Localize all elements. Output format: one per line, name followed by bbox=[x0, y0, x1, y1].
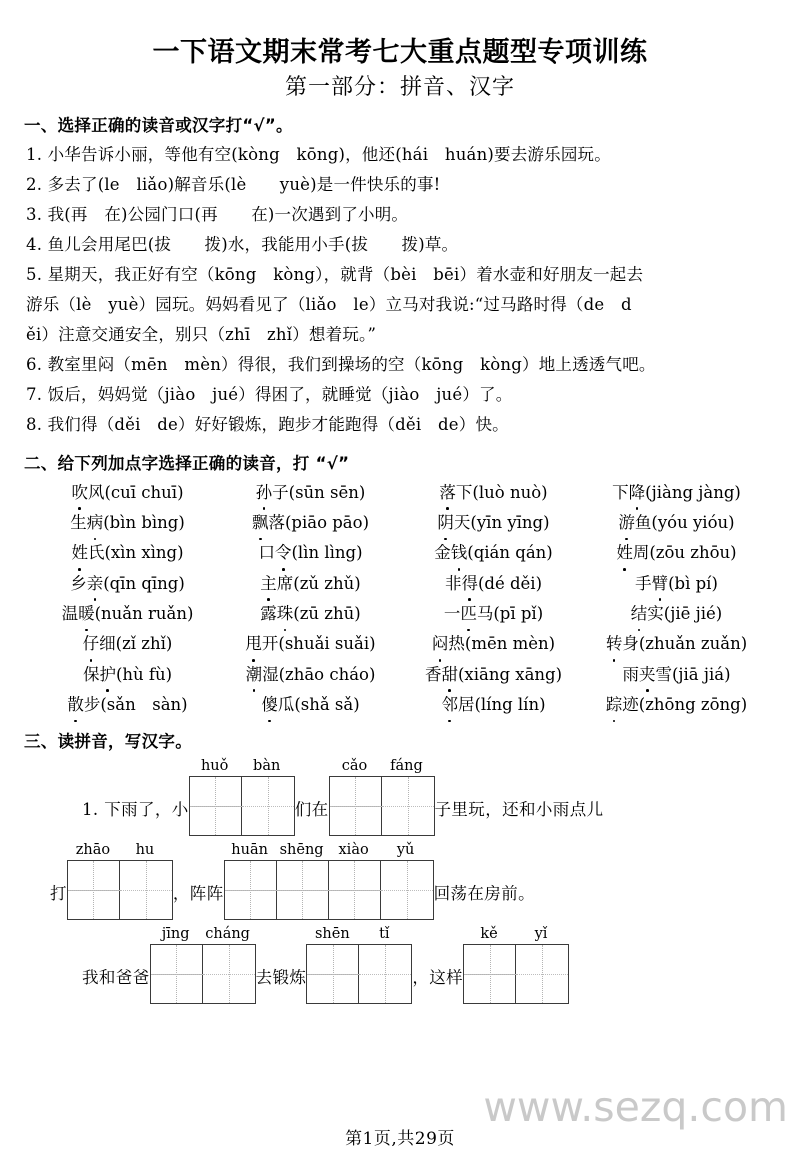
fill-in-line bbox=[22, 926, 778, 1004]
sentence-text: 1. 下雨了，小 bbox=[82, 800, 189, 820]
fill-in-line bbox=[22, 758, 778, 836]
word-character: 迹 bbox=[622, 695, 639, 715]
word-entry[interactable] bbox=[585, 508, 768, 537]
watermark: www.sezq.com bbox=[483, 1083, 788, 1131]
grid-pinyin-row bbox=[67, 842, 173, 858]
dotted-character: 令 bbox=[275, 538, 292, 567]
grid-pinyin: cháng bbox=[205, 926, 250, 943]
pinyin-choices: (xìn xìng) bbox=[104, 543, 184, 563]
pinyin-choices: (jiàng jàng) bbox=[645, 482, 741, 502]
dotted-character: 暖 bbox=[78, 599, 95, 628]
grid-cell[interactable] bbox=[151, 945, 203, 1003]
dotted-character: 匹 bbox=[460, 599, 477, 628]
word-character: 露 bbox=[260, 603, 277, 623]
word-entry[interactable] bbox=[585, 629, 768, 658]
pinyin-choices: (cuī chuī) bbox=[104, 482, 184, 502]
character-grid[interactable] bbox=[150, 926, 256, 1004]
dotted-character: 甩 bbox=[245, 629, 262, 658]
character-grid[interactable] bbox=[67, 842, 173, 920]
pinyin-choices: (jiā jiá) bbox=[671, 664, 731, 684]
grid-cell[interactable] bbox=[242, 777, 294, 835]
grid-cell[interactable] bbox=[68, 861, 120, 919]
question-line: 5. 星期天，我正好有空（kōng kòng），就背（bèi bēi）着水壶和好朋友一起去 bbox=[26, 265, 644, 285]
word-character: 生 bbox=[70, 512, 87, 532]
word-entry[interactable] bbox=[36, 508, 219, 537]
section-3-heading: 三、读拼音，写汉字。 bbox=[24, 732, 192, 752]
word-entry[interactable] bbox=[402, 690, 585, 719]
dotted-character: 邻 bbox=[441, 690, 458, 719]
page-subtitle: 第一部分：拼音、汉字 bbox=[284, 74, 515, 100]
section-2-word-grid bbox=[36, 478, 768, 720]
word-entry[interactable] bbox=[36, 599, 219, 628]
dotted-character: 降 bbox=[629, 478, 646, 507]
grid-cell[interactable] bbox=[120, 861, 172, 919]
dotted-character: 踪 bbox=[606, 690, 623, 719]
grid-pinyin-row bbox=[306, 926, 412, 942]
word-entry[interactable] bbox=[219, 629, 402, 658]
dotted-character: 落 bbox=[439, 478, 456, 507]
pinyin-choices: (qīn qīng) bbox=[103, 573, 185, 593]
sentence-text: 打 bbox=[50, 884, 67, 904]
dotted-character: 闷 bbox=[432, 629, 449, 658]
grid-pinyin: xiào bbox=[338, 842, 369, 859]
question-line: 2. 多去了(le liǎo)解音乐(lè yuè)是一件快乐的事! bbox=[26, 175, 441, 195]
question-line: 4. 鱼儿会用尾巴(拔 拨)水，我能用小手(拔 拨)草。 bbox=[26, 235, 459, 255]
pinyin-choices: (líng lín) bbox=[474, 695, 546, 715]
word-character: 实 bbox=[647, 603, 664, 623]
word-entry[interactable] bbox=[402, 569, 585, 598]
sentence-text: 子里玩，还和小雨点儿 bbox=[434, 800, 604, 820]
grid-boxes bbox=[463, 944, 569, 1004]
grid-pinyin: cǎo bbox=[341, 758, 368, 775]
pinyin-choices: (jiē jié) bbox=[663, 603, 723, 623]
word-character: 保 bbox=[82, 664, 100, 684]
grid-pinyin: shēn bbox=[314, 926, 350, 943]
word-character: 瓜 bbox=[277, 695, 295, 715]
dotted-character: 阴 bbox=[437, 508, 454, 537]
sentence-text: 们在 bbox=[294, 800, 329, 820]
word-character: 雨 bbox=[622, 664, 639, 684]
grid-cell[interactable] bbox=[307, 945, 359, 1003]
dotted-character: 姓 bbox=[616, 538, 633, 567]
grid-pinyin: huān bbox=[231, 842, 268, 859]
grid-pinyin: fáng bbox=[390, 758, 423, 775]
grid-boxes bbox=[306, 944, 412, 1004]
dotted-character: 仔 bbox=[83, 629, 100, 658]
sentence-text: ，阵阵 bbox=[172, 884, 224, 904]
pinyin-choices: (mēn mèn) bbox=[464, 634, 556, 654]
grid-pinyin: shēng bbox=[279, 842, 324, 859]
pinyin-choices: (zū zhū) bbox=[293, 603, 361, 623]
grid-cell[interactable] bbox=[203, 945, 255, 1003]
grid-cell[interactable] bbox=[382, 777, 434, 835]
grid-cell[interactable] bbox=[330, 777, 382, 835]
word-character: 居 bbox=[457, 695, 475, 715]
fill-in-line bbox=[22, 842, 778, 920]
pinyin-choices: (zǐ zhǐ) bbox=[115, 634, 173, 654]
word-entry[interactable] bbox=[402, 508, 585, 537]
pinyin-choices: (nuǎn ruǎn) bbox=[94, 603, 194, 623]
grid-pinyin: yǔ bbox=[396, 842, 415, 859]
word-character: 热 bbox=[448, 634, 465, 654]
pinyin-choices: (sūn sēn) bbox=[288, 482, 366, 502]
question-line: ěi）注意交通安全，别只（zhī zhǐ）想着玩。” bbox=[26, 325, 377, 345]
dotted-character: 臂 bbox=[652, 569, 669, 598]
dotted-character: 姓 bbox=[71, 538, 88, 567]
grid-cell[interactable] bbox=[359, 945, 411, 1003]
word-character: 落 bbox=[268, 512, 285, 532]
character-grid[interactable] bbox=[329, 758, 435, 836]
grid-cell[interactable] bbox=[381, 861, 433, 919]
pinyin-choices: (yīn yīng) bbox=[470, 512, 550, 532]
worksheet-page bbox=[0, 36, 800, 1167]
grid-pinyin-row bbox=[189, 758, 295, 774]
dotted-character: 潮 bbox=[246, 660, 263, 689]
word-character: 步 bbox=[83, 695, 101, 715]
character-grid[interactable] bbox=[224, 842, 434, 920]
word-character: 马 bbox=[476, 603, 494, 623]
word-entry[interactable] bbox=[36, 478, 219, 507]
word-character: 金 bbox=[434, 543, 451, 563]
dotted-character: 夹 bbox=[639, 660, 656, 689]
question-line: 6. 教室里闷（mēn mèn）得很，我们到操场的空（kōng kòng）地上透透气吧。 bbox=[26, 355, 656, 375]
pinyin-choices: (sǎn sàn) bbox=[100, 695, 188, 715]
grid-boxes bbox=[189, 776, 295, 836]
pinyin-choices: (piāo pāo) bbox=[284, 512, 370, 532]
word-character: 雪 bbox=[655, 664, 672, 684]
word-entry[interactable] bbox=[219, 660, 402, 689]
dotted-character: 结 bbox=[631, 599, 648, 628]
word-entry[interactable] bbox=[402, 660, 585, 689]
grid-pinyin: tǐ bbox=[379, 926, 390, 943]
pinyin-choices: (qián qán) bbox=[467, 543, 553, 563]
pinyin-choices: (dé děi) bbox=[477, 573, 543, 593]
word-character: 非 bbox=[444, 573, 462, 593]
pinyin-choices: (yóu yióu) bbox=[651, 512, 735, 532]
grid-pinyin: huǒ bbox=[200, 758, 229, 775]
sentence-text: ，这样 bbox=[412, 968, 464, 988]
character-grid[interactable] bbox=[189, 758, 295, 836]
pinyin-choices: (hù fù) bbox=[115, 664, 173, 684]
word-character: 下 bbox=[455, 482, 473, 502]
dotted-character: 傻 bbox=[261, 690, 278, 719]
word-character: 身 bbox=[622, 634, 639, 654]
word-entry[interactable] bbox=[36, 569, 219, 598]
question-line: 游乐（lè yuè）园玩。妈妈看见了（liǎo le）立马对我说:“过马路时得（de d bbox=[26, 295, 632, 315]
pinyin-choices: (shuǎi suǎi) bbox=[278, 634, 376, 654]
word-entry[interactable] bbox=[36, 538, 219, 567]
word-entry[interactable] bbox=[402, 538, 585, 567]
word-entry[interactable] bbox=[585, 478, 768, 507]
dotted-character: 孙 bbox=[256, 478, 273, 507]
dotted-character: 钱 bbox=[451, 538, 468, 567]
pinyin-choices: (luò nuò) bbox=[472, 482, 548, 502]
pinyin-choices: (xiāng xāng) bbox=[457, 664, 563, 684]
grid-pinyin-row bbox=[329, 758, 435, 774]
word-character: 手 bbox=[635, 573, 652, 593]
section-3-exercise bbox=[22, 758, 778, 1004]
word-entry[interactable] bbox=[219, 538, 402, 567]
sentence-text: 我和爸爸 bbox=[82, 968, 150, 988]
word-character: 一 bbox=[443, 603, 461, 623]
dotted-character: 亲 bbox=[87, 569, 104, 598]
grid-pinyin-row bbox=[224, 842, 434, 858]
dotted-character: 病 bbox=[87, 508, 104, 537]
grid-pinyin-row bbox=[463, 926, 569, 942]
question-line: 8. 我们得（děi de）好好锻炼，跑步才能跑得（děi de）快。 bbox=[26, 415, 509, 435]
word-character: 乡 bbox=[70, 573, 87, 593]
dotted-character: 游 bbox=[618, 508, 635, 537]
character-grid[interactable] bbox=[463, 926, 569, 1004]
grid-boxes bbox=[224, 860, 434, 920]
pinyin-choices: (bì pí) bbox=[668, 573, 718, 593]
dotted-character: 主 bbox=[260, 569, 277, 598]
word-character: 氏 bbox=[87, 543, 105, 563]
word-entry[interactable] bbox=[585, 690, 768, 719]
grid-pinyin: hu bbox=[135, 842, 155, 859]
word-character: 香 bbox=[424, 664, 442, 684]
word-entry[interactable] bbox=[219, 569, 402, 598]
grid-pinyin: zhāo bbox=[75, 842, 111, 859]
pinyin-choices: (bìn bìng) bbox=[103, 512, 185, 532]
dotted-character: 转 bbox=[606, 629, 623, 658]
pinyin-choices: (zhōng zōng) bbox=[638, 695, 748, 715]
grid-pinyin: kě bbox=[480, 926, 498, 943]
grid-cell[interactable] bbox=[464, 945, 516, 1003]
grid-boxes bbox=[329, 776, 435, 836]
grid-boxes bbox=[150, 944, 256, 1004]
dotted-character: 得 bbox=[461, 569, 478, 598]
word-character: 天 bbox=[453, 512, 471, 532]
grid-cell[interactable] bbox=[190, 777, 242, 835]
pinyin-choices: (zōu zhōu) bbox=[649, 543, 737, 563]
dotted-character: 散 bbox=[67, 690, 84, 719]
sentence-text: 回荡在房前。 bbox=[433, 884, 536, 904]
grid-boxes bbox=[67, 860, 173, 920]
pinyin-choices: (shǎ sǎ) bbox=[294, 695, 360, 715]
grid-pinyin: yǐ bbox=[534, 926, 548, 943]
section-1-heading: 一、选择正确的读音或汉字打“√”。 bbox=[24, 116, 293, 136]
word-character: 温 bbox=[61, 603, 79, 623]
word-entry[interactable] bbox=[585, 599, 768, 628]
word-entry[interactable] bbox=[219, 508, 402, 537]
question-line: 1. 小华告诉小丽，等他有空(kòng kōng)，他还(hái huán)要去游乐园玩。 bbox=[26, 145, 611, 165]
word-entry[interactable] bbox=[219, 599, 402, 628]
grid-pinyin-row bbox=[150, 926, 256, 942]
word-character: 周 bbox=[632, 543, 650, 563]
question-line: 7. 饭后，妈妈觉（jiào jué）得困了，就睡觉（jiào jué）了。 bbox=[26, 385, 513, 405]
dotted-character: 护 bbox=[99, 660, 116, 689]
word-character: 开 bbox=[261, 634, 279, 654]
word-character: 下 bbox=[612, 482, 629, 502]
word-entry[interactable] bbox=[36, 629, 219, 658]
section-2-heading: 二、给下列加点字选择正确的读音，打 “√” bbox=[24, 453, 350, 473]
word-entry[interactable] bbox=[36, 660, 219, 689]
pinyin-choices: (zhāo cháo) bbox=[278, 664, 376, 684]
page-footer: 第1页,共29页 bbox=[345, 1129, 455, 1149]
dotted-character: 吹 bbox=[71, 478, 88, 507]
sentence-text: 去锻炼 bbox=[255, 968, 307, 988]
grid-cell[interactable] bbox=[277, 861, 329, 919]
word-character: 风 bbox=[87, 482, 105, 502]
section-1-question-list bbox=[22, 140, 778, 440]
pinyin-choices: (zǔ zhǔ) bbox=[293, 573, 361, 593]
character-grid[interactable] bbox=[306, 926, 412, 1004]
word-entry[interactable] bbox=[585, 660, 768, 689]
word-entry[interactable] bbox=[402, 599, 585, 628]
word-entry[interactable] bbox=[36, 690, 219, 719]
word-entry[interactable] bbox=[219, 478, 402, 507]
dotted-character: 珠 bbox=[277, 599, 294, 628]
pinyin-choices: (pī pǐ) bbox=[493, 603, 544, 623]
pinyin-choices: (zhuǎn zuǎn) bbox=[638, 634, 748, 654]
grid-pinyin: jīng bbox=[161, 926, 190, 943]
word-character: 鱼 bbox=[634, 512, 652, 532]
word-entry[interactable] bbox=[402, 629, 585, 658]
word-entry[interactable] bbox=[585, 538, 768, 567]
dotted-character: 飘 bbox=[252, 508, 269, 537]
word-entry[interactable] bbox=[585, 569, 768, 598]
page-title: 一下语文期末常考七大重点题型专项训练 bbox=[152, 37, 648, 68]
question-line: 3. 我(再 在)公园门口(再 在)一次遇到了小明。 bbox=[26, 205, 409, 225]
word-entry[interactable] bbox=[219, 690, 402, 719]
word-character: 细 bbox=[99, 634, 116, 654]
word-character: 席 bbox=[276, 573, 294, 593]
grid-cell[interactable] bbox=[225, 861, 277, 919]
grid-pinyin: bàn bbox=[253, 758, 281, 775]
word-character: 湿 bbox=[262, 664, 279, 684]
pinyin-choices: (lìn lìng) bbox=[291, 543, 363, 563]
word-character: 子 bbox=[272, 482, 289, 502]
grid-cell[interactable] bbox=[516, 945, 568, 1003]
dotted-character: 甜 bbox=[441, 660, 458, 689]
word-entry[interactable] bbox=[402, 478, 585, 507]
word-character: 口 bbox=[258, 543, 275, 563]
grid-cell[interactable] bbox=[329, 861, 381, 919]
